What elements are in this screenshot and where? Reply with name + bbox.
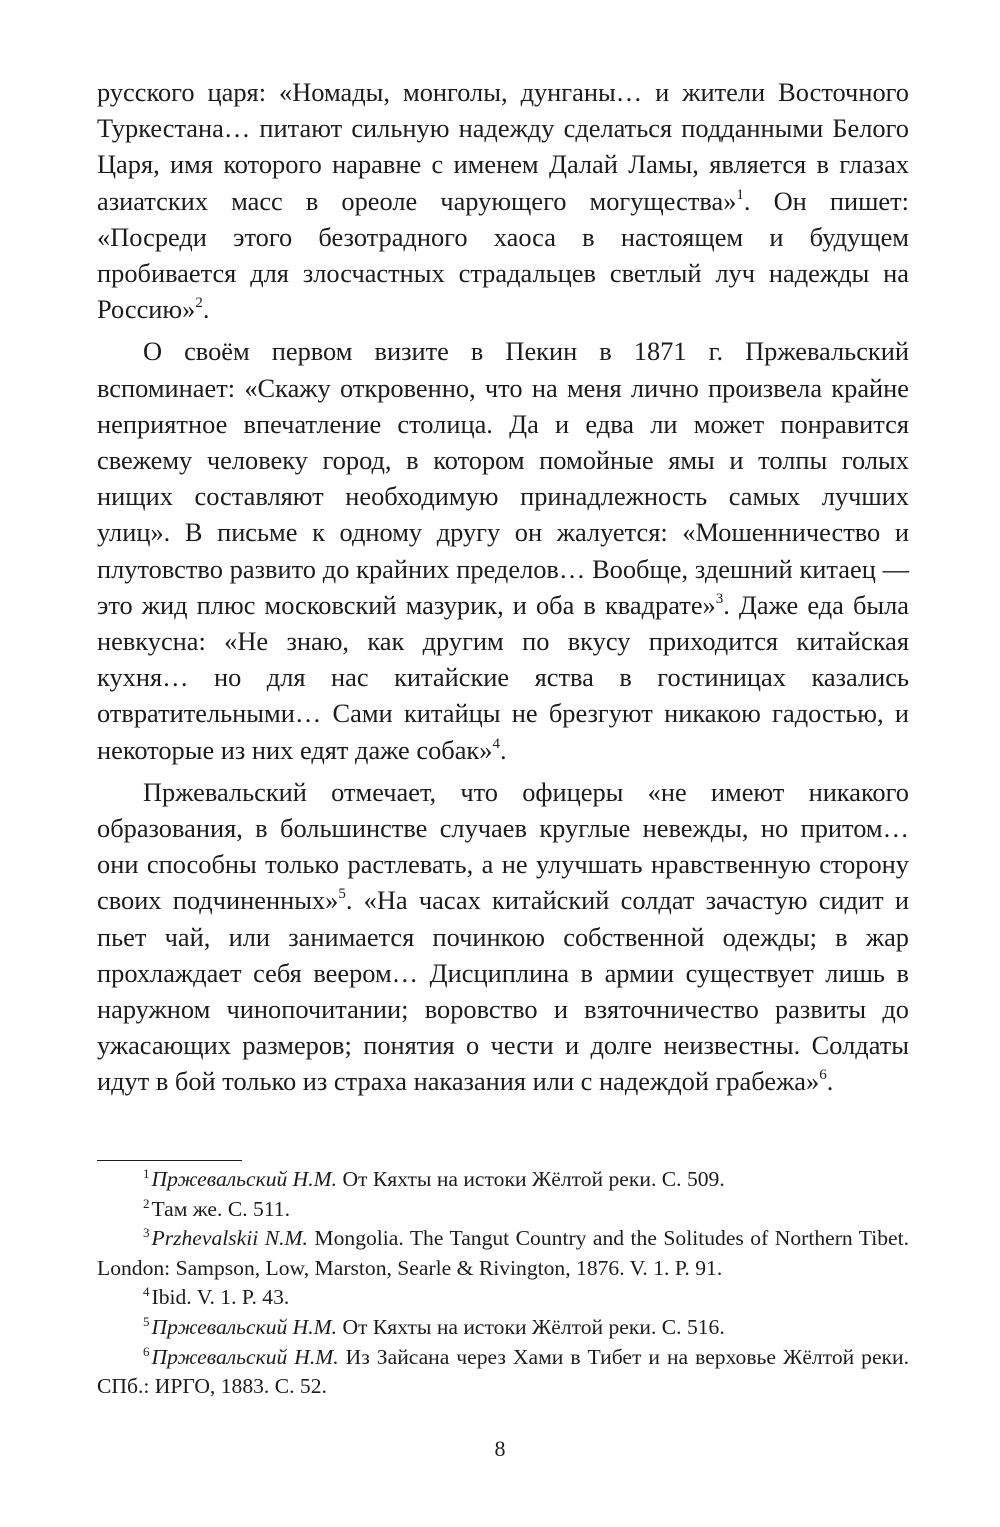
footnote-3 bbox=[97, 1224, 909, 1283]
page-number: 8 bbox=[494, 1436, 506, 1461]
main-text bbox=[97, 74, 909, 1100]
footnote-6 bbox=[97, 1343, 909, 1402]
footnote-author: Пржевальский Н.М. bbox=[151, 1167, 338, 1191]
text-segment: . Даже еда была невкусна: «Не знаю, как другим по вкусу приходится китайская кухня… но для нас китайские яства в гостиницах казались отвратительными… Сами китайцы не брезгуют никакою гадостью, и некоторые из них едят даже собак» bbox=[97, 589, 909, 765]
footnotes bbox=[97, 1165, 909, 1402]
footnote-ref-2[interactable]: 2 bbox=[195, 295, 203, 312]
footnote-ref-3[interactable]: 3 bbox=[715, 590, 724, 607]
text-segment: русского царя: «Номады, монголы, дунганы… и жители Восточного Туркестана… питают сильную надежду сделаться подданными Белого Царя, имя которого наравне с именем Далай Ламы, является в глазах азиатских масс в ореоле чарующего могущества» bbox=[97, 77, 909, 216]
paragraph-2 bbox=[97, 333, 909, 767]
footnote-author: Пржевальский Н.М. bbox=[151, 1344, 339, 1369]
footnote-text: Там же. С. 511. bbox=[151, 1196, 291, 1221]
footnote-number: 4 bbox=[143, 1284, 150, 1300]
footnote-5 bbox=[97, 1313, 909, 1343]
footnote-1 bbox=[97, 1165, 909, 1195]
footnote-text: Ibid. V. 1. P. 43. bbox=[151, 1285, 290, 1310]
footnote-text: От Кяхты на истоки Жёлтой реки. С. 516. bbox=[337, 1314, 725, 1339]
text-segment: О своём первом визите в Пекин в 1871 г. Пржевальский вспоминает: «Скажу откровенно, что на меня лично произвела крайне неприятное впечатление столица. Да и едва ли может понравится свежему человеку город, в котором помойные ямы и толпы голых нищих составляют необходимую принадлежность самых лучших улиц». В письме к одному другу он жалуется: «Мошенничество и плутовство развито до крайних пределов… Вообще, здешний китаец — это жид плюс московский мазурик, и оба в квадрате» bbox=[97, 336, 909, 620]
footnote-text: От Кяхты на истоки Жёлтой реки. С. 509. bbox=[337, 1167, 725, 1191]
text-segment: Пржевальский отмечает, что офицеры «не имеют никакого образования, в большинстве случаев круглые невежды, но притом… они способны только растлевать, а не улучшать нравственную сторону своих подчиненных» bbox=[97, 776, 909, 916]
text-segment: . bbox=[499, 734, 507, 765]
text-segment: . bbox=[202, 294, 210, 325]
footnote-number: 1 bbox=[143, 1166, 150, 1181]
footnote-author: Пржевальский Н.М. bbox=[151, 1314, 338, 1339]
footnote-4 bbox=[97, 1283, 909, 1313]
footnote-number: 5 bbox=[143, 1313, 150, 1329]
footnote-number: 2 bbox=[143, 1195, 150, 1211]
footnote-text: Из Зайсана через Хами в Тибет и на верховье Жёлтой реки. СПб.: ИРГО, 1883. С. 52. bbox=[97, 1344, 910, 1399]
paragraph-3 bbox=[97, 774, 909, 1100]
text-segment: . «На часах китайский солдат зачастую сидит и пьет чай, или занимается починкою собственной одежды; в жар прохлаждает себя веером… Дисциплина в армии существует лишь в наружном чинопочитании; воровство и взяточничество развиты до ужасающих размеров; понятия о чести и долге неизвестны. Солдаты идут в бой только из страха наказания или с надеждой грабежа» bbox=[97, 885, 909, 1097]
footnote-ref-4[interactable]: 4 bbox=[492, 735, 500, 752]
footnote-2 bbox=[97, 1195, 909, 1225]
footnote-number: 3 bbox=[143, 1225, 150, 1241]
footnote-number: 6 bbox=[143, 1343, 150, 1359]
footnote-ref-5[interactable]: 5 bbox=[338, 886, 346, 903]
footnote-text: Mongolia. The Tangut Country and the Solitudes of Northern Tibet. London: Sampson, Low, Marston, Searle & Rivington, 1876. V. 1. P. 91. bbox=[97, 1226, 909, 1280]
text-segment: . Он пишет: «Посреди этого безотрадного хаоса в настоящем и будущем пробивается для злосчастных страдальцев светлый луч надежды на Россию» bbox=[97, 185, 910, 325]
footnote-ref-1[interactable]: 1 bbox=[736, 186, 744, 203]
paragraph-1 bbox=[97, 74, 909, 327]
footnote-author: Przhevalskii N.M. bbox=[151, 1226, 308, 1251]
footnote-separator bbox=[97, 1160, 242, 1161]
text-segment: . bbox=[826, 1066, 834, 1097]
footnote-ref-6[interactable]: 6 bbox=[819, 1067, 827, 1084]
